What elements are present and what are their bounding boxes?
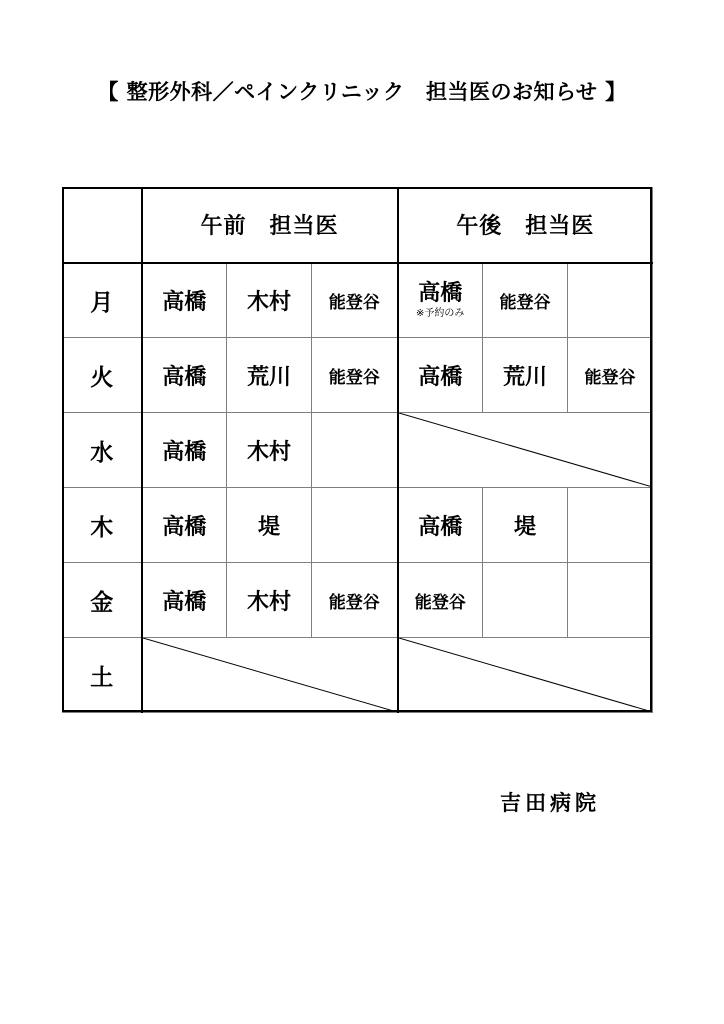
am-doctor: 堤 xyxy=(227,488,312,563)
day-label: 水 xyxy=(63,413,142,488)
hospital-name: 吉田病院 xyxy=(500,791,600,815)
pm-doctor: 能登谷 xyxy=(568,338,653,413)
am-doctor: 能登谷 xyxy=(312,263,398,338)
day-label: 木 xyxy=(63,488,142,563)
doctor-schedule-table xyxy=(62,187,652,712)
day-label: 火 xyxy=(63,338,142,413)
pm-doctor xyxy=(398,263,483,338)
am-doctor: 能登谷 xyxy=(312,338,398,413)
pm-doctor xyxy=(568,488,653,563)
table-row xyxy=(63,563,653,638)
am-doctor: 木村 xyxy=(227,263,312,338)
table-row xyxy=(63,338,653,413)
day-label: 月 xyxy=(63,263,142,338)
pm-doctor: 堤 xyxy=(483,488,568,563)
am-header: 午前 担当医 xyxy=(142,188,398,263)
am-doctor xyxy=(312,413,398,488)
am-closed-cell xyxy=(142,638,398,713)
pm-doctor: 高橋 xyxy=(398,488,483,563)
pm-doctor: 能登谷 xyxy=(398,563,483,638)
pm-header: 午後 担当医 xyxy=(398,188,653,263)
closed-slash xyxy=(143,638,397,712)
table-header-row xyxy=(63,188,653,263)
reservation-note: ※予約のみ xyxy=(416,307,465,319)
table-row xyxy=(63,638,653,713)
closed-slash xyxy=(399,638,653,712)
pm-closed-cell xyxy=(398,413,653,488)
day-label: 金 xyxy=(63,563,142,638)
pm-doctor xyxy=(568,563,653,638)
am-doctor: 木村 xyxy=(227,563,312,638)
am-doctor: 高橋 xyxy=(142,488,227,563)
corner-cell xyxy=(63,188,142,263)
pm-doctor-name: 高橋 xyxy=(418,280,463,306)
closed-slash xyxy=(399,413,653,487)
table-row xyxy=(63,263,653,338)
pm-doctor: 能登谷 xyxy=(483,263,568,338)
am-doctor: 高橋 xyxy=(142,338,227,413)
am-doctor: 高橋 xyxy=(142,413,227,488)
am-doctor xyxy=(312,488,398,563)
pm-doctor: 高橋 xyxy=(398,338,483,413)
pm-doctor: 荒川 xyxy=(483,338,568,413)
pm-closed-cell xyxy=(398,638,653,713)
am-doctor: 木村 xyxy=(227,413,312,488)
table-row xyxy=(63,413,653,488)
am-doctor: 能登谷 xyxy=(312,563,398,638)
page-title: 【 整形外科／ペインクリニック 担当医のお知らせ 】 xyxy=(97,80,627,104)
pm-doctor xyxy=(568,263,653,338)
day-label: 土 xyxy=(63,638,142,713)
am-doctor: 荒川 xyxy=(227,338,312,413)
pm-doctor xyxy=(483,563,568,638)
am-doctor: 高橋 xyxy=(142,263,227,338)
am-doctor: 高橋 xyxy=(142,563,227,638)
table-row xyxy=(63,488,653,563)
